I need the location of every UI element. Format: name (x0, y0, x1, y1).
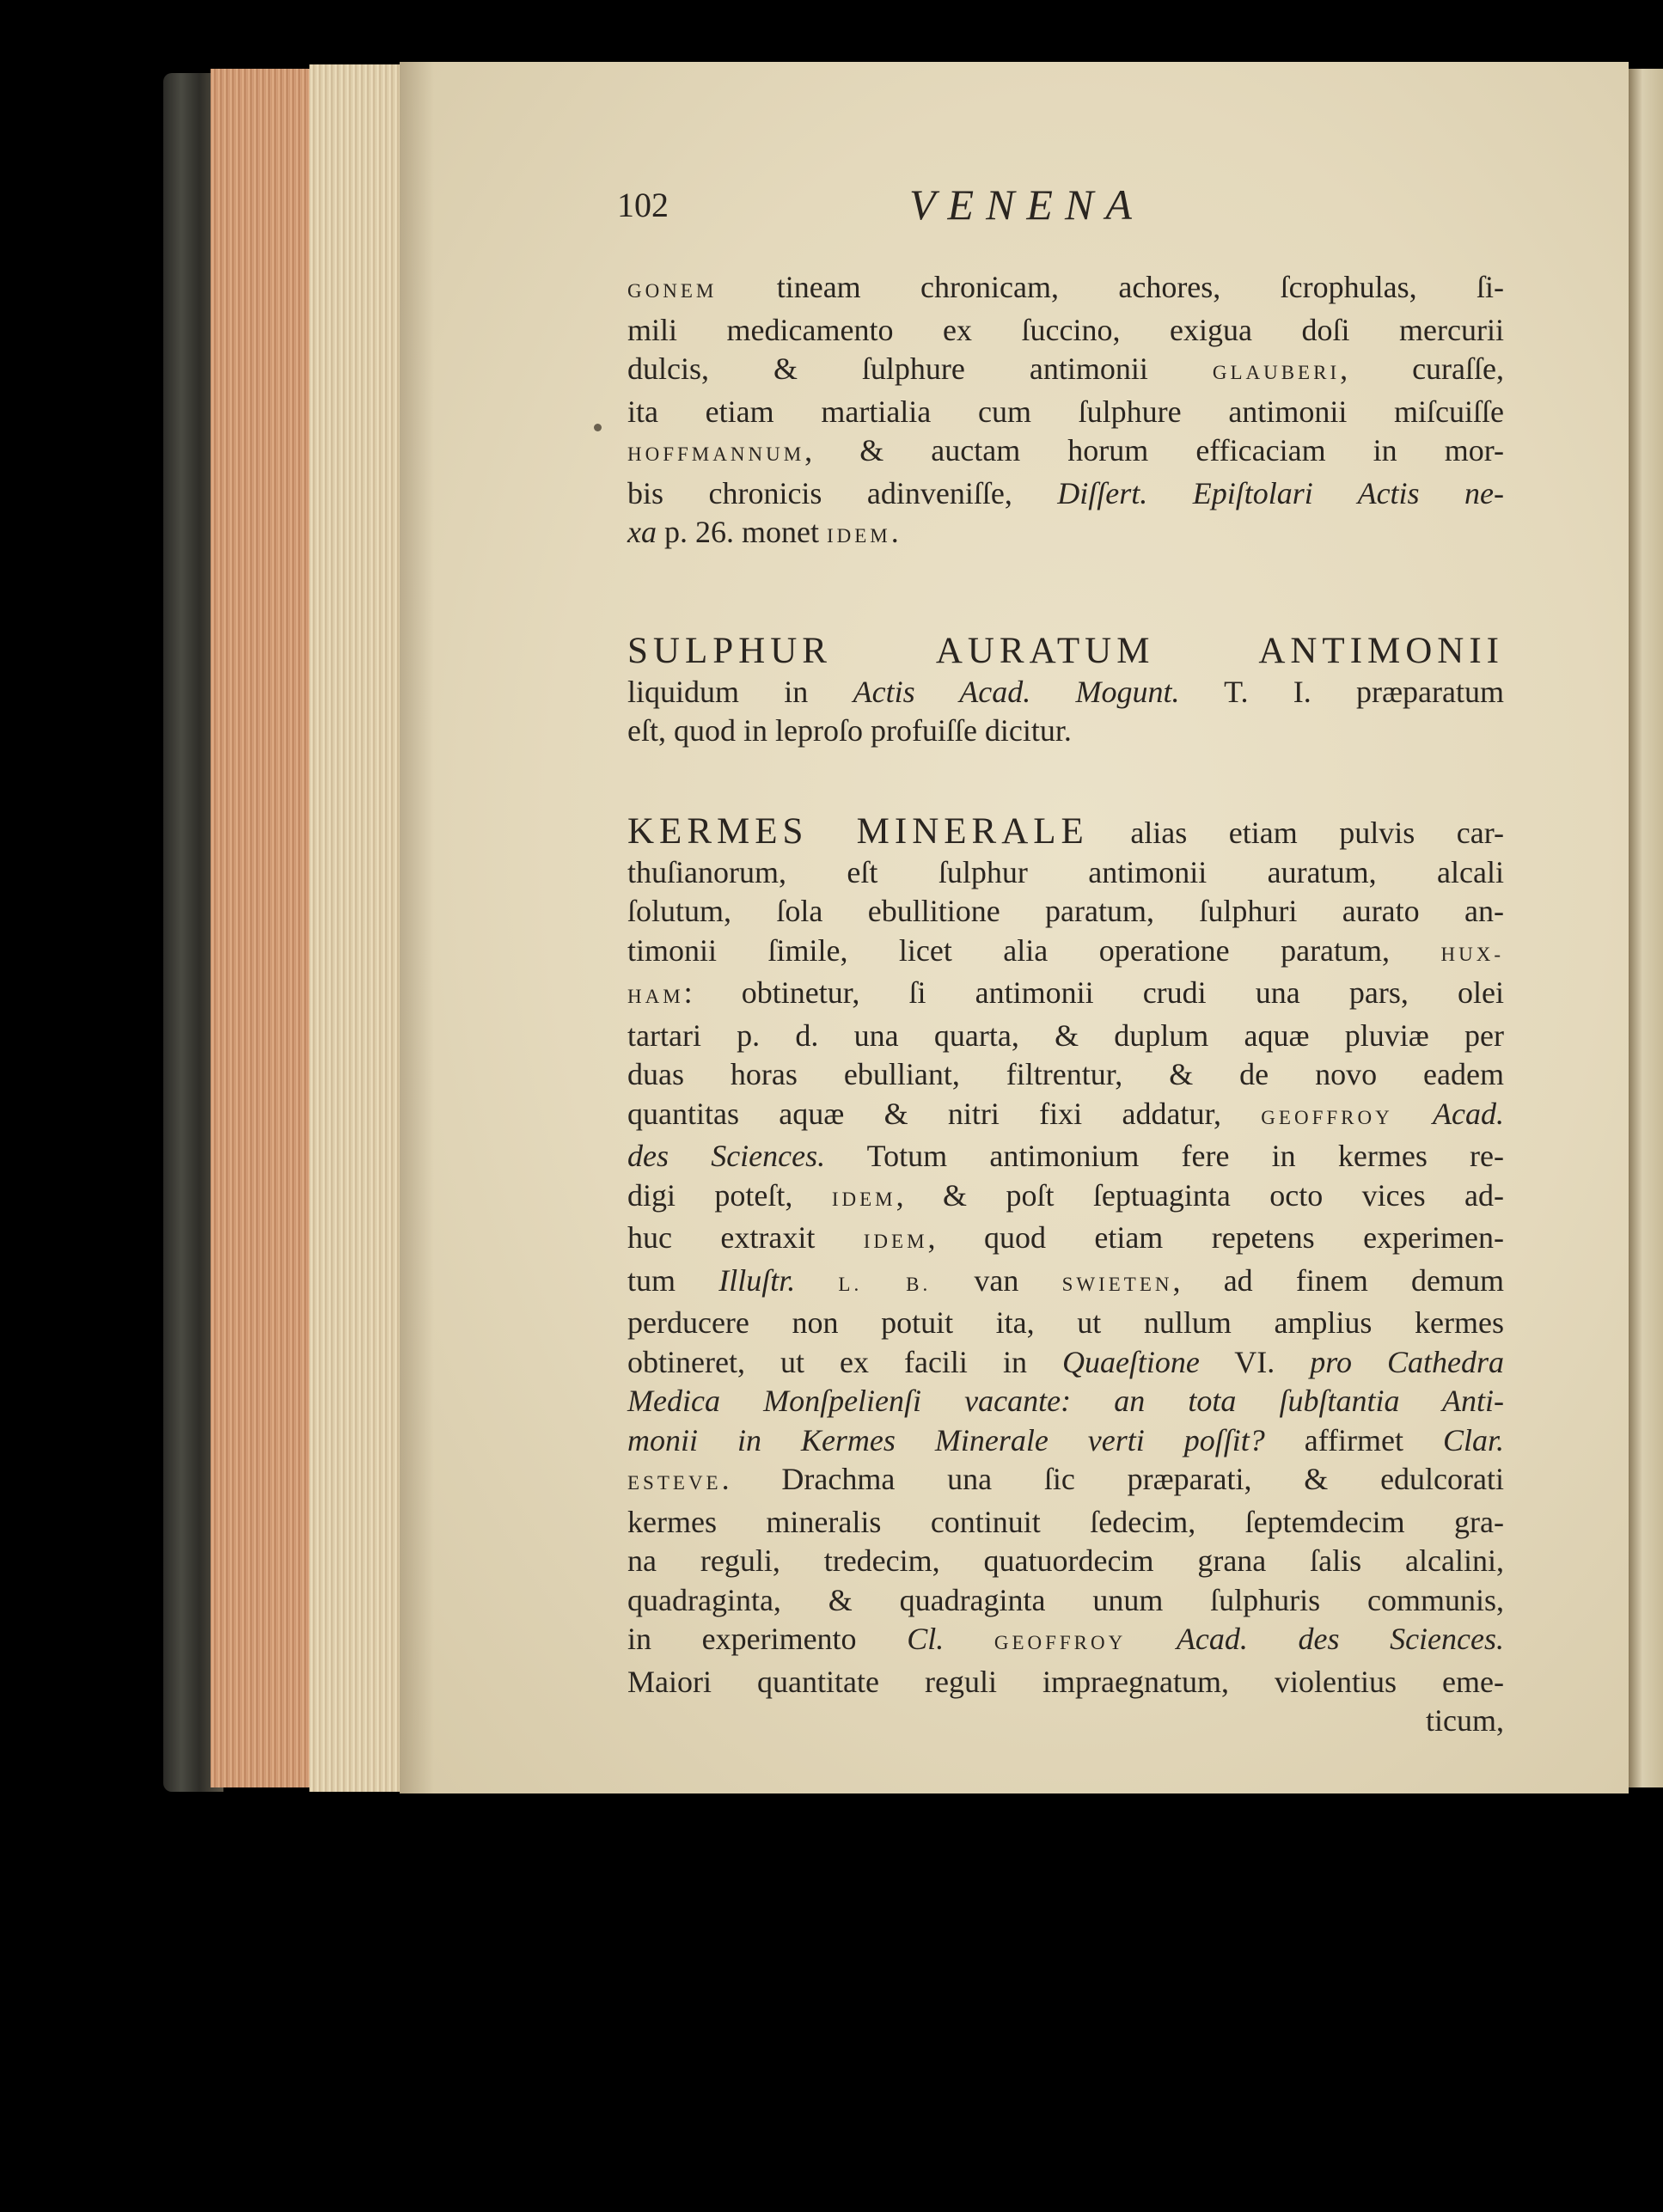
text-span: kermes mineralis continuit ſedecim, ſeptemdecim gra- (627, 1504, 1504, 1539)
text-span: tartari p. d. una quarta, & duplum aquæ pluviæ per (627, 1017, 1504, 1053)
text-span: ſolutum, ſola ebullitione paratum, ſulphuri aurato an- (627, 894, 1504, 928)
text-span: mili medicamento ex ſuccino, exigua doſi mercurii (627, 312, 1504, 347)
text-span: Diſſert. Epiſtolari Actis ne- (1057, 475, 1504, 510)
text-line (627, 1702, 1504, 1741)
text-span: Illuſtr. (718, 1262, 796, 1298)
paragraph-1 (627, 268, 1504, 556)
text-span: Acad. (1433, 1096, 1504, 1131)
text-line (627, 853, 1504, 893)
text-span: , ad finem demum (1172, 1262, 1505, 1298)
text-span: dulcis, & ſulphure antimonii (627, 351, 1213, 386)
text-span: Actis Acad. Mogunt. (853, 674, 1180, 709)
text-span: alias etiam pulvis car- (1088, 816, 1504, 850)
text-line (627, 1137, 1504, 1176)
text-span: Acad. des Sciences. (1176, 1622, 1505, 1656)
text-line (627, 513, 1504, 556)
text-span: , curaſſe, (1340, 351, 1505, 386)
running-title: VENENA (909, 180, 1144, 229)
text-line (627, 932, 1504, 975)
text-line (627, 311, 1504, 351)
page-header (617, 180, 1511, 236)
text-span: na reguli, tredecim, quatuordecim grana ſalis alcalini, (627, 1543, 1504, 1578)
text-line (627, 1343, 1504, 1383)
text-span: Quaeſtione (1061, 1344, 1200, 1379)
text-span: IDEM (826, 525, 891, 547)
text-span: obtineret, ut ex facili in (627, 1344, 1062, 1379)
text-span: ita etiam martialia cum ſulphure antimonii miſcuiſſe (627, 394, 1504, 429)
text-line (627, 1055, 1504, 1095)
text-line (627, 812, 1504, 853)
text-span: HAM (627, 986, 684, 1007)
text-span: , quod etiam repetens experimen- (927, 1220, 1504, 1255)
text-line (627, 892, 1504, 932)
text-span: huc extraxit (627, 1220, 864, 1255)
text-span: , & auctam horum efficaciam in mor- (804, 433, 1504, 467)
text-span: SULPHUR AURATUM ANTIMONII (627, 631, 1504, 671)
text-span: quantitas aquæ & nitri fixi addatur, (627, 1096, 1262, 1131)
text-span: timonii ſimile, licet alia operatione paratum, (627, 932, 1441, 968)
ink-dot (594, 424, 602, 431)
text-line (627, 1503, 1504, 1543)
text-span (1126, 1622, 1177, 1656)
text-span: Totum antimonium fere in kermes re- (825, 1139, 1504, 1173)
text-line (627, 1460, 1504, 1503)
paragraph-2 (627, 632, 1504, 751)
text-span: T. I. præparatum (1179, 674, 1504, 709)
text-span: des Sciences. (627, 1139, 826, 1173)
text-line (627, 268, 1504, 311)
text-line (627, 474, 1504, 514)
text-span: HOFFMANNUM (627, 443, 805, 465)
text-span: ticum, (1426, 1703, 1504, 1738)
text-span: tum (627, 1262, 719, 1298)
text-span: Cl. (907, 1622, 945, 1656)
text-span: . Drachma una ſic præparati, & edulcorati (721, 1462, 1504, 1496)
text-span: GEOFFROY (1261, 1106, 1393, 1128)
text-span (1393, 1097, 1433, 1131)
text-span: VI. (1199, 1344, 1311, 1379)
paragraph-3 (627, 812, 1504, 1741)
text-span: pro Cathedra (1310, 1344, 1504, 1379)
text-span: L. B. (838, 1273, 932, 1295)
text-span: GLAUBERI (1212, 362, 1341, 383)
text-span: , & poſt ſeptuaginta octo vices ad- (896, 1177, 1504, 1213)
text-span: tineam chronicam, achores, ſcrophulas, ſi- (717, 270, 1504, 304)
text-span (795, 1263, 838, 1298)
text-span: : obtinetur, ſi antimonii crudi una pars, olei (683, 975, 1504, 1010)
text-span: GEOFFROY (994, 1632, 1127, 1653)
text-line (627, 673, 1504, 712)
text-line (627, 632, 1504, 673)
text-span: IDEM (863, 1231, 928, 1252)
page-number: 102 (617, 186, 669, 224)
text-line (627, 1620, 1504, 1663)
text-span: in experimento (627, 1622, 908, 1656)
text-line (627, 712, 1504, 751)
text-span: p. 26. monet (656, 515, 827, 549)
text-line (627, 1095, 1504, 1138)
text-span: perducere non potuit ita, ut nullum amplius kermes (627, 1305, 1504, 1340)
text-span: eſt, quod in leproſo profuiſſe dicitur. (627, 713, 1072, 748)
text-line (627, 1304, 1504, 1343)
text-span: liquidum in (627, 674, 853, 709)
text-span: digi poteſt, (627, 1177, 832, 1213)
text-line (627, 1219, 1504, 1262)
text-line (627, 1663, 1504, 1702)
text-span: Maiori quantitate reguli impraegnatum, violentius eme- (627, 1664, 1504, 1699)
text-line (627, 1017, 1504, 1056)
gutter-shadow (400, 62, 434, 1793)
text-span: van (931, 1262, 1062, 1298)
text-span: monii in Kermes Minerale verti poſſit? (627, 1422, 1265, 1457)
text-line (627, 1176, 1504, 1219)
text-line (627, 1262, 1504, 1305)
text-span: KERMES MINERALE (627, 811, 1089, 852)
text-span: quadraginta, & quadraginta unum ſulphuris communis, (627, 1582, 1504, 1617)
text-span: GONEM (627, 280, 718, 302)
text-span: xa (627, 515, 657, 549)
text-span: . (890, 515, 899, 549)
text-line (627, 431, 1504, 474)
text-span: IDEM (831, 1188, 896, 1210)
facing-page-edge (1629, 69, 1663, 1787)
text-span: ESTEVE (627, 1472, 722, 1494)
text-span: Clar. (1442, 1422, 1504, 1457)
text-line (627, 1542, 1504, 1581)
text-span: SWIETEN (1061, 1273, 1173, 1295)
text-span (944, 1622, 994, 1656)
page-edges-inner (309, 64, 400, 1792)
text-span: HUX- (1440, 943, 1504, 965)
text-span: bis chronicis adinveniſſe, (627, 475, 1058, 510)
text-line (627, 1421, 1504, 1461)
text-span: thuſianorum, eſt ſulphur antimonii auratum, alcali (627, 854, 1504, 889)
text-line (627, 1581, 1504, 1621)
text-span: Medica Monſpelienſi vacante: an tota ſubſtantia Anti- (627, 1384, 1504, 1418)
text-line (627, 393, 1504, 432)
text-span: duas horas ebulliant, filtrentur, & de novo eadem (627, 1057, 1504, 1091)
text-line (627, 350, 1504, 393)
text-line (627, 974, 1504, 1017)
text-line (627, 1382, 1504, 1421)
text-span: affirmet (1264, 1422, 1443, 1457)
